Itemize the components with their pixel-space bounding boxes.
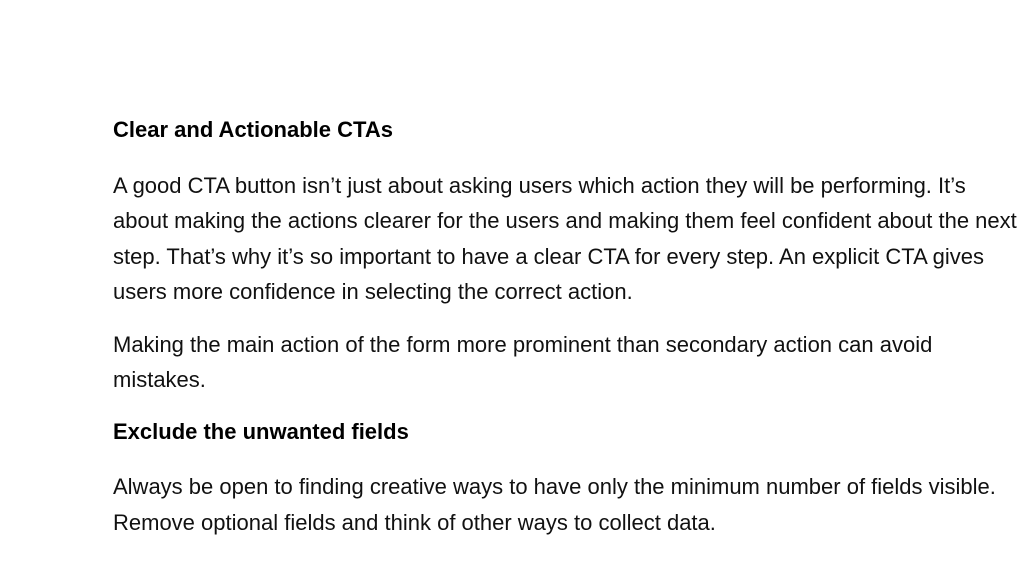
paragraph-main-action: Making the main action of the form more prominent than secondary action can avoid mistakes. bbox=[113, 331, 933, 393]
section-heading-exclude-fields: Exclude the unwanted fields bbox=[113, 419, 409, 445]
paragraph-cta-explanation: A good CTA button isn’t just about asking users which action they will be performing. It’s about making the actions clearer for the users and making them feel confident about the next step. That’s why it’s so important to have a clear CTA for every step. An explicit CTA gives users more confidence in selecting the correct action. bbox=[113, 173, 1017, 305]
paragraph-minimum-fields: Always be open to finding creative ways to have only the minimum number of fields visible. Remove optional fields and think of other ways to collect data. bbox=[113, 474, 996, 535]
article-body bbox=[113, 115, 1019, 540]
section-heading-clear-ctas: Clear and Actionable CTAs bbox=[113, 117, 393, 142]
